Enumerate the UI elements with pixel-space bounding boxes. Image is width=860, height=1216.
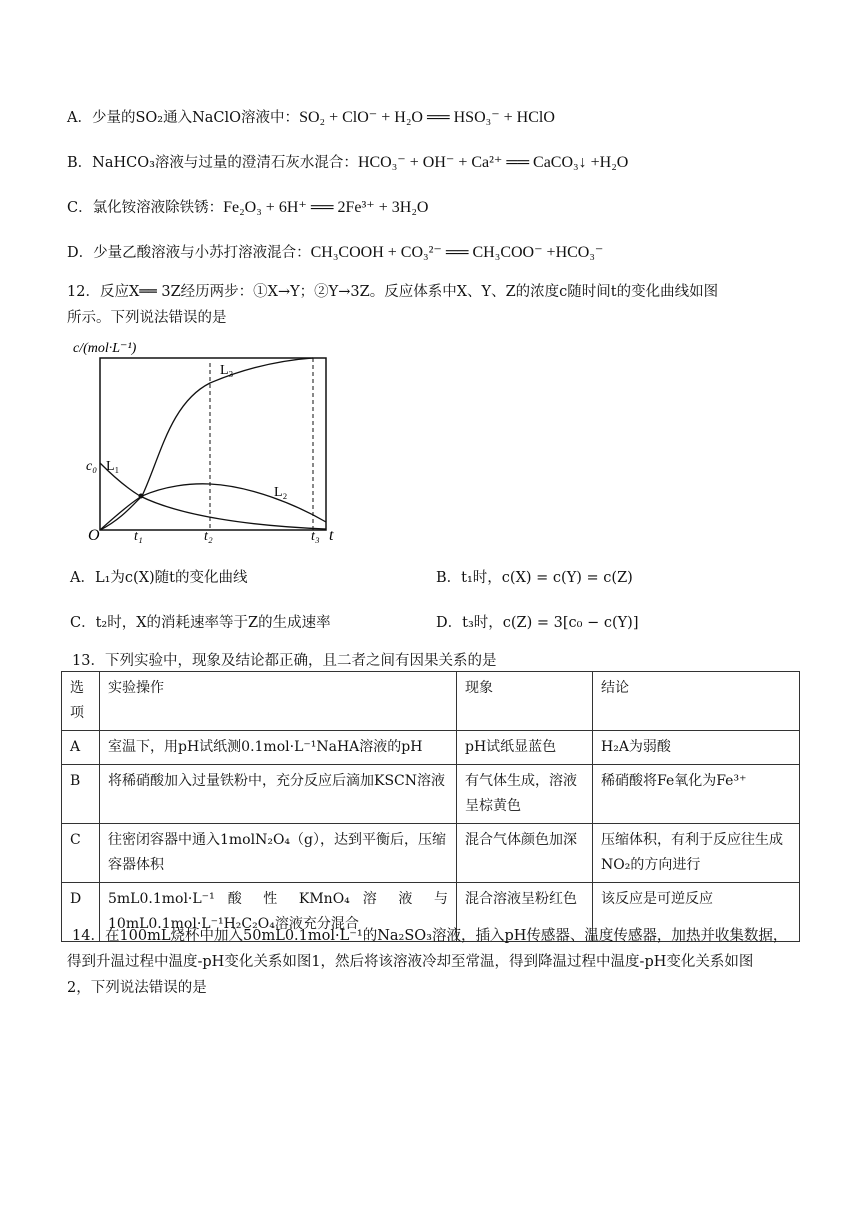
table-row (62, 765, 800, 824)
l1-label: L₁ (106, 459, 120, 474)
row-d-operation-line1: 5mL0.1mol·L⁻¹ 酸 性 KMnO₄ 溶 液 与 (108, 891, 448, 907)
q11-option-d (67, 241, 603, 262)
q12-option-c: C．t₂时，X的消耗速率等于Z的生成速率 (70, 615, 331, 631)
table-header-row (62, 672, 800, 731)
q11-option-b-text: B．NaHCO₃溶液与过量的澄清石灰水混合： (67, 155, 358, 171)
t2-tick-label: t₂ (204, 529, 213, 544)
intersection-point (139, 494, 144, 499)
q11-option-c-text: C．氯化铵溶液除铁锈： (67, 200, 224, 216)
t3-tick-label: t₃ (311, 529, 320, 544)
l2-label: L₂ (274, 485, 288, 500)
row-c-conclusion: 压缩体积，有利于反应往生成NO₂的方向进行 (593, 824, 800, 883)
q12-option-a: A．L₁为c(X)随t的变化曲线 (70, 570, 248, 586)
row-a-phenomenon: pH试纸显蓝色 (457, 731, 593, 765)
q11-option-d-equation: CH₃COOH + CO₃²⁻ ══ CH₃COO⁻ +HCO₃⁻ (310, 244, 604, 261)
header-conclusion: 结论 (593, 672, 800, 731)
header-option: 选项 (62, 672, 100, 731)
row-b-conclusion: 稀硝酸将Fe氧化为Fe³⁺ (593, 765, 800, 824)
q11-option-a (67, 106, 555, 127)
q11-option-c (67, 196, 428, 217)
q12-option-d: D．t₃时，c(Z) = 3[c₀ − c(Y)] (436, 615, 639, 631)
l3-label: L₃ (220, 363, 234, 378)
row-d-option: D (62, 883, 100, 942)
q14-stem-line1: 14．在100mL烧杯中加入50mL0.1mol·L⁻¹的Na₂SO₃溶液，插入pH传感器、温度传感器，加热并收集数据， (72, 928, 788, 944)
header-operation: 实验操作 (100, 672, 457, 731)
q11-option-a-equation: SO₂ + ClO⁻ + H₂O ══ HSO₃⁻ + HClO (299, 109, 555, 126)
row-d-conclusion: 该反应是可逆反应 (593, 883, 800, 942)
q11-option-c-equation: Fe₂O₃ + 6H⁺ ══ 2Fe³⁺ + 3H₂O (223, 199, 429, 216)
row-c-operation: 往密闭容器中通入1molN₂O₄（g），达到平衡后，压缩容器体积 (100, 824, 457, 883)
row-a-conclusion: H₂A为弱酸 (593, 731, 800, 765)
q13-experiment-table (61, 671, 800, 942)
y-axis-label: c/(mol·L⁻¹) (73, 341, 137, 356)
q12-option-b: B．t₁时，c(X) = c(Y) = c(Z) (436, 570, 633, 586)
table-row (62, 824, 800, 883)
q11-option-b-equation: HCO₃⁻ + OH⁻ + Ca²⁺ ══ CaCO₃↓ +H₂O (357, 154, 629, 171)
concentration-time-graph (70, 338, 350, 550)
row-d-phenomenon: 混合溶液呈粉红色 (457, 883, 593, 942)
row-d-operation-line2: 10mL0.1mol·L⁻¹H₂C₂O₄溶液充分混合 (108, 916, 359, 932)
row-a-option: A (62, 731, 100, 765)
c0-label: c₀ (86, 459, 98, 474)
q12-stem-line2: 所示。下列说法错误的是 (67, 310, 227, 326)
curve-l3 (100, 358, 313, 530)
q14-stem-line3: 2，下列说法错误的是 (67, 980, 207, 996)
q14-stem-line2: 得到升温过程中温度-pH变化关系如图1，然后将该溶液冷却至常温，得到降温过程中温度-pH变化关系如图 (67, 954, 754, 970)
origin-label: O (88, 527, 100, 544)
q13-stem: 13．下列实验中，现象及结论都正确，且二者之间有因果关系的是 (72, 653, 497, 669)
q11-option-a-text: A．少量的SO₂通入NaClO溶液中： (67, 110, 300, 126)
t1-tick-label: t₁ (134, 529, 143, 544)
row-b-operation: 将稀硝酸加入过量铁粉中，充分反应后滴加KSCN溶液 (100, 765, 457, 824)
row-b-option: B (62, 765, 100, 824)
x-axis-label: t (329, 527, 334, 544)
row-a-operation: 室温下，用pH试纸测0.1mol·L⁻¹NaHA溶液的pH (100, 731, 457, 765)
q12-stem-line1: 12．反应X══ 3Z经历两步：①X→Y；②Y→3Z。反应体系中X、Y、Z的浓度c随时间t的变化曲线如图 (67, 284, 719, 300)
q11-option-d-text: D．少量乙酸溶液与小苏打溶液混合： (67, 245, 311, 261)
curve-l1 (100, 463, 326, 529)
row-b-phenomenon: 有气体生成，溶液呈棕黄色 (457, 765, 593, 824)
q11-option-b (67, 151, 628, 172)
table-row (62, 731, 800, 765)
row-c-option: C (62, 824, 100, 883)
header-phenomenon: 现象 (457, 672, 593, 731)
curve-l2 (100, 484, 326, 530)
row-c-phenomenon: 混合气体颜色加深 (457, 824, 593, 883)
